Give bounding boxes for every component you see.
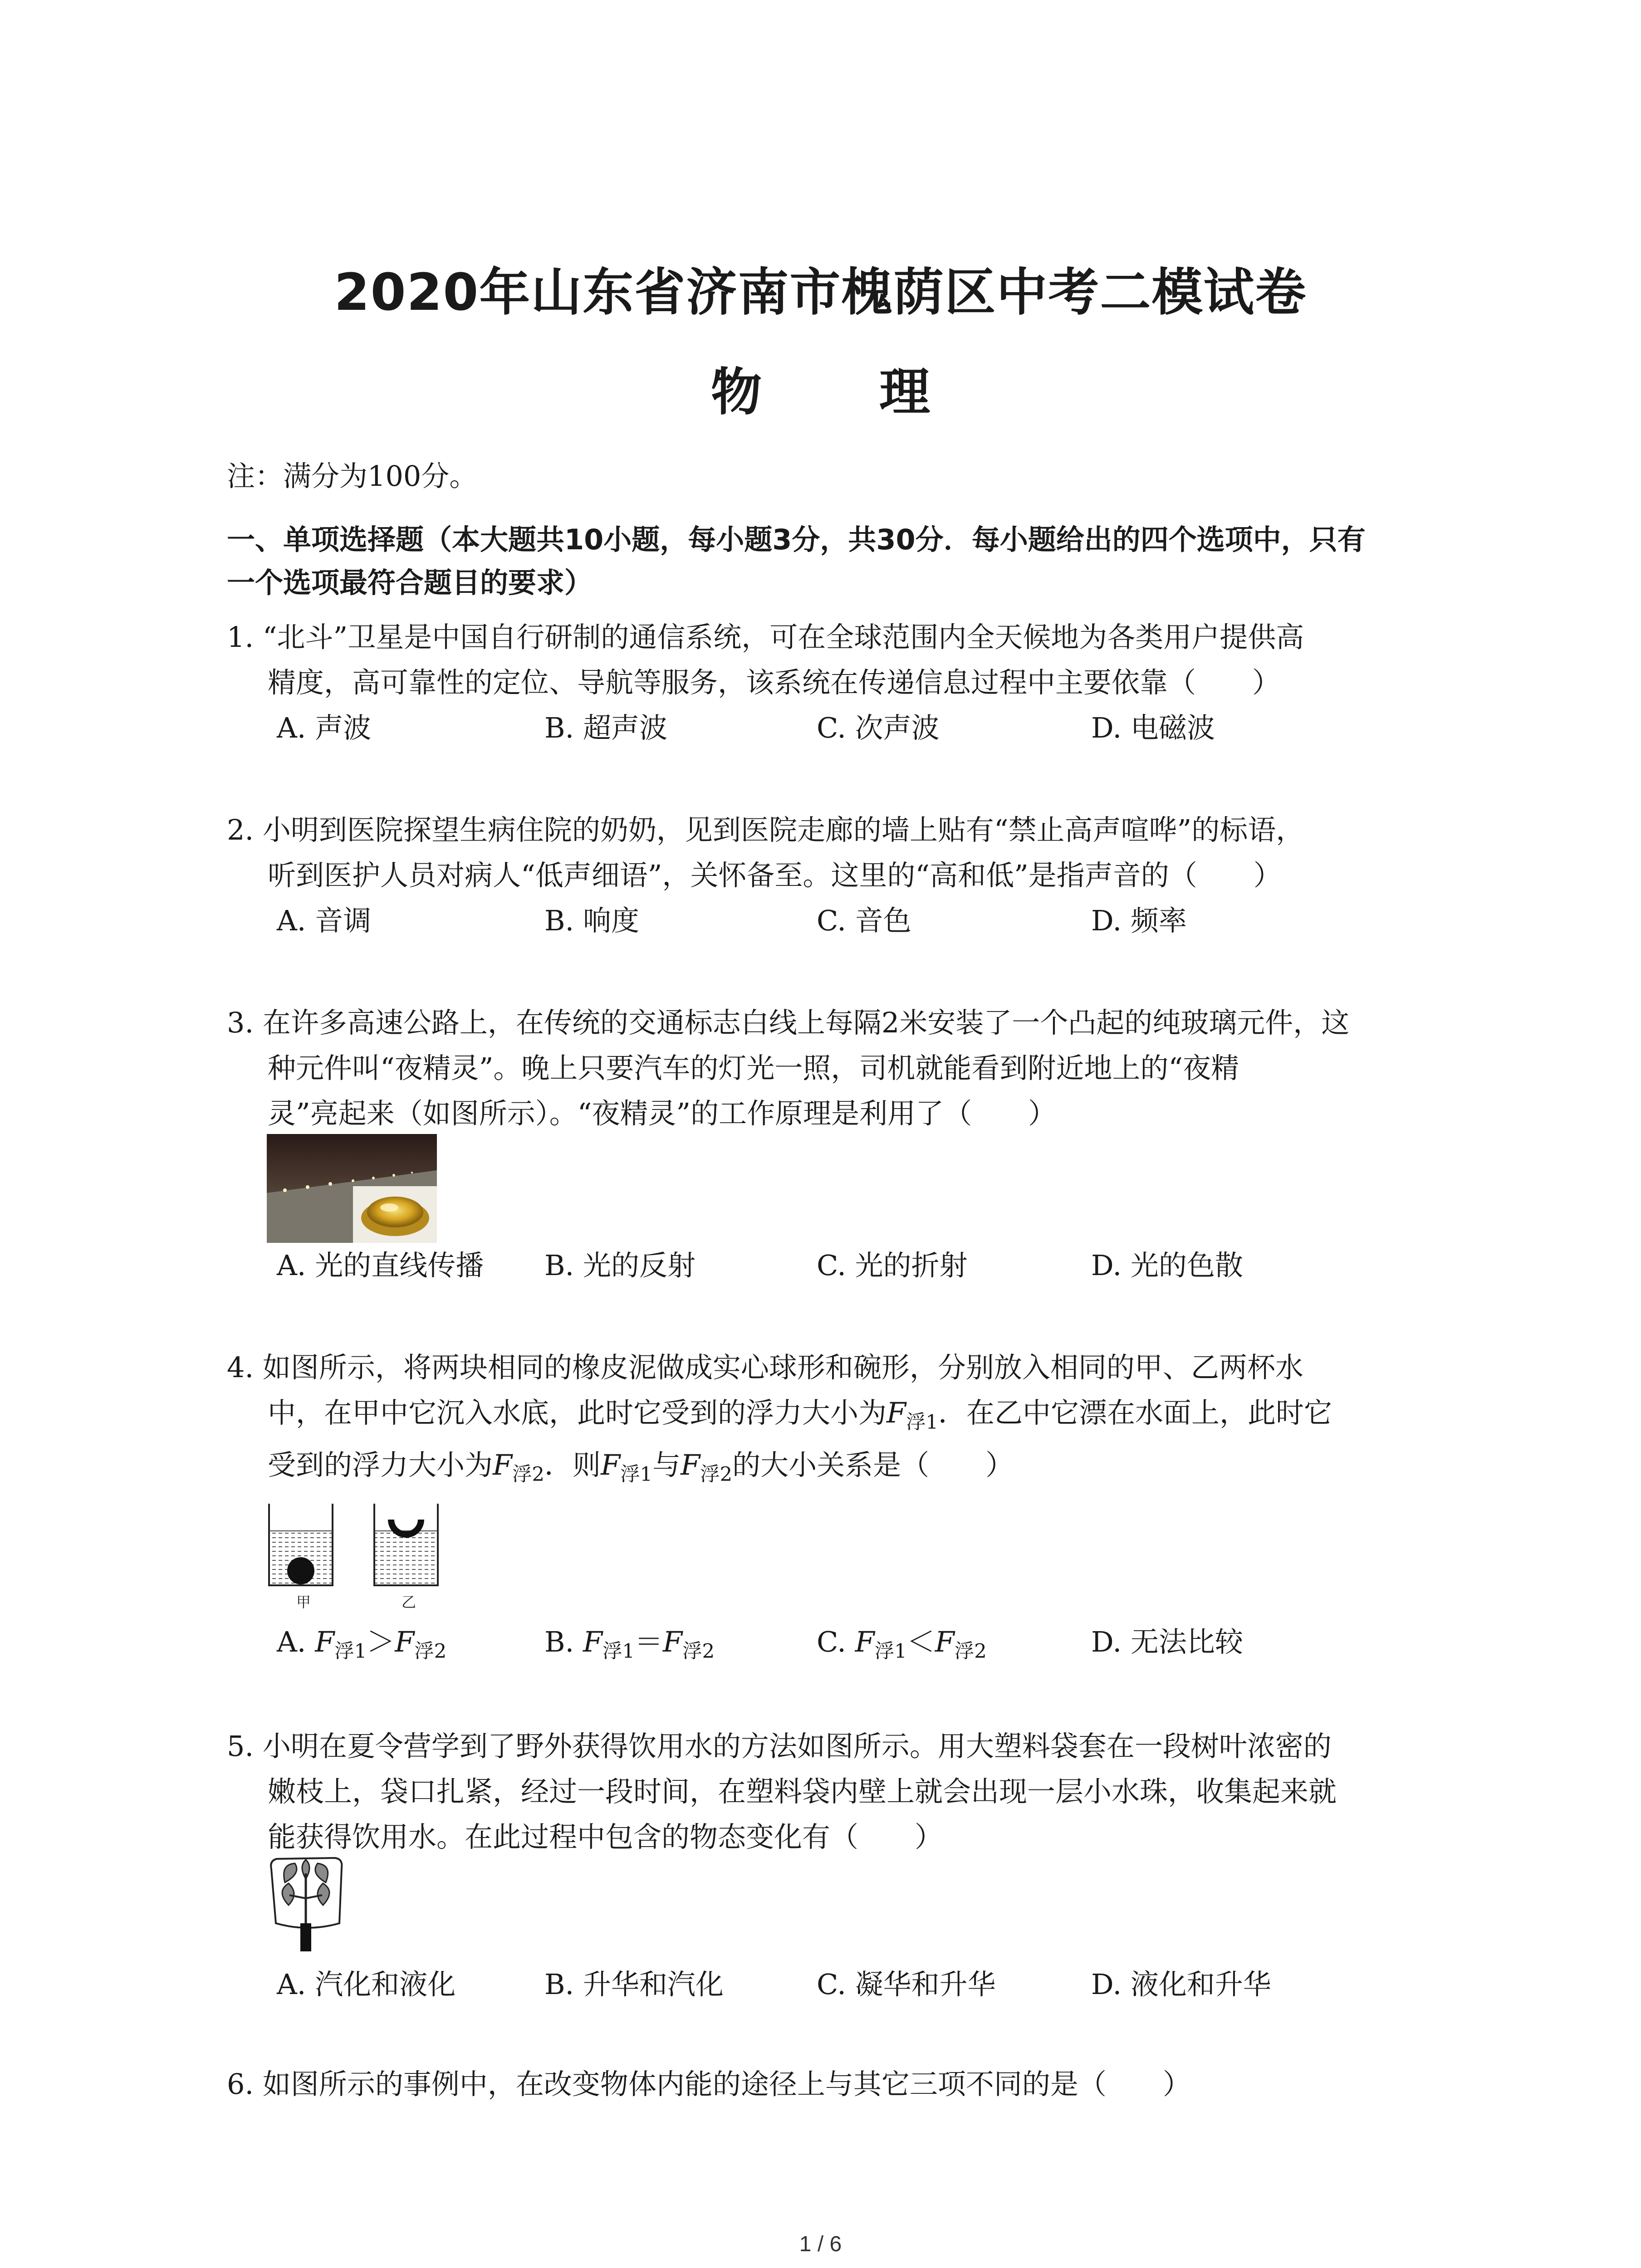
q2-line2: 听到医护人员对病人“低声细语”，关怀备至。这里的“高和低”是指声音的（ ） — [268, 859, 1282, 892]
q5-line2: 嫩枝上，袋口扎紧，经过一段时间，在塑料袋内壁上就会出现一层小水珠，收集起来就 — [268, 1775, 1337, 1808]
q4-line3: 受到的浮力大小为$F_{浮2}$．则$F_{浮1}$与$F_{浮2}$的大小关系是（ ） — [268, 1448, 1014, 1486]
beaker-diagram — [265, 1499, 451, 1613]
q1-option-a: A. 声波 — [277, 711, 372, 744]
q4-line2: 中，在甲中它沉入水底，此时它受到的浮力大小为$F_{浮1}$．在乙中它漂在水面上，此时它 — [268, 1396, 1332, 1434]
beaker-jia — [269, 1504, 333, 1585]
q3-line2: 种元件叫“夜精灵”。晚上只要汽车的灯光一照，司机就能看到附近地上的“夜精 — [268, 1051, 1239, 1085]
q4-option-b: B. $F_{浮1}=F_{浮2}$ — [544, 1625, 715, 1663]
q6-line1: 6. 如图所示的事例中，在改变物体内能的途径上与其它三项不同的是（ ） — [227, 2068, 1191, 2101]
q5-option-c: C. 凝华和升华 — [817, 1968, 996, 2001]
section-heading-line1: 一、单项选择题（本大题共10小题，每小题3分，共30分．每小题给出的四个选项中，只有 — [227, 523, 1366, 556]
q1-line1: 1. “北斗”卫星是中国自行研制的通信系统，可在全球范围内全天候地为各类用户提供高 — [227, 621, 1304, 654]
q2-option-a: A. 音调 — [277, 904, 372, 937]
q3-line3: 灵”亮起来（如图所示）。“夜精灵”的工作原理是利用了（ ） — [268, 1097, 1057, 1130]
page-number: 1 / 6 — [799, 2232, 842, 2256]
q4-option-c: C. $F_{浮1}<F_{浮2}$ — [817, 1625, 987, 1663]
q4-option-a: A. $F_{浮1}>F_{浮2}$ — [277, 1625, 447, 1663]
score-note: 注：满分为100分。 — [227, 459, 478, 493]
q3-option-a: A. 光的直线传播 — [277, 1249, 484, 1282]
q3-option-d: D. 光的色散 — [1091, 1249, 1243, 1282]
q3-option-b: B. 光的反射 — [544, 1249, 696, 1282]
plastic-bag-tree-diagram — [267, 1855, 346, 1953]
q3-line1: 3. 在许多高速公路上，在传统的交通标志白线上每隔2米安装了一个凸起的纯玻璃元件，这 — [227, 1006, 1350, 1039]
label-jia: 甲 — [296, 1593, 311, 1611]
section-heading-line2: 一个选项最符合题目的要求） — [227, 566, 593, 599]
beaker-yi — [374, 1504, 438, 1585]
q5-option-a: A. 汽化和液化 — [277, 1968, 456, 2001]
night-road-reflector-photo — [267, 1134, 437, 1243]
q2-line1: 2. 小明到医院探望生病住院的奶奶，见到医院走廊的墙上贴有“禁止高声喧哗”的标语， — [227, 813, 1304, 846]
q5-option-b: B. 升华和汽化 — [544, 1968, 724, 2001]
q5-line3: 能获得饮用水。在此过程中包含的物态变化有（ ） — [268, 1820, 943, 1853]
q4-line1: 4. 如图所示，将两块相同的橡皮泥做成实心球形和碗形，分别放入相同的甲、乙两杯水 — [227, 1351, 1303, 1384]
q1-option-c: C. 次声波 — [817, 711, 940, 744]
q4-option-d: D. 无法比较 — [1091, 1625, 1243, 1658]
label-yi: 乙 — [402, 1593, 416, 1611]
q1-line2: 精度，高可靠性的定位、导航等服务，该系统在传递信息过程中主要依靠（ ） — [268, 666, 1281, 699]
q1-option-b: B. 超声波 — [544, 711, 667, 744]
q1-option-d: D. 电磁波 — [1091, 711, 1215, 744]
q5-line1: 5. 小明在夏令营学到了野外获得饮用水的方法如图所示。用大塑料袋套在一段树叶浓密的 — [227, 1730, 1332, 1763]
q2-option-c: C. 音色 — [817, 904, 911, 937]
q2-option-d: D. 频率 — [1091, 904, 1187, 937]
subject-title: 物 理 — [711, 363, 980, 422]
q3-option-c: C. 光的折射 — [817, 1249, 968, 1282]
q2-option-b: B. 响度 — [544, 904, 639, 937]
q5-option-d: D. 液化和升华 — [1091, 1968, 1271, 2001]
exam-title: 2020年山东省济南市槐荫区中考二模试卷 — [334, 263, 1307, 322]
